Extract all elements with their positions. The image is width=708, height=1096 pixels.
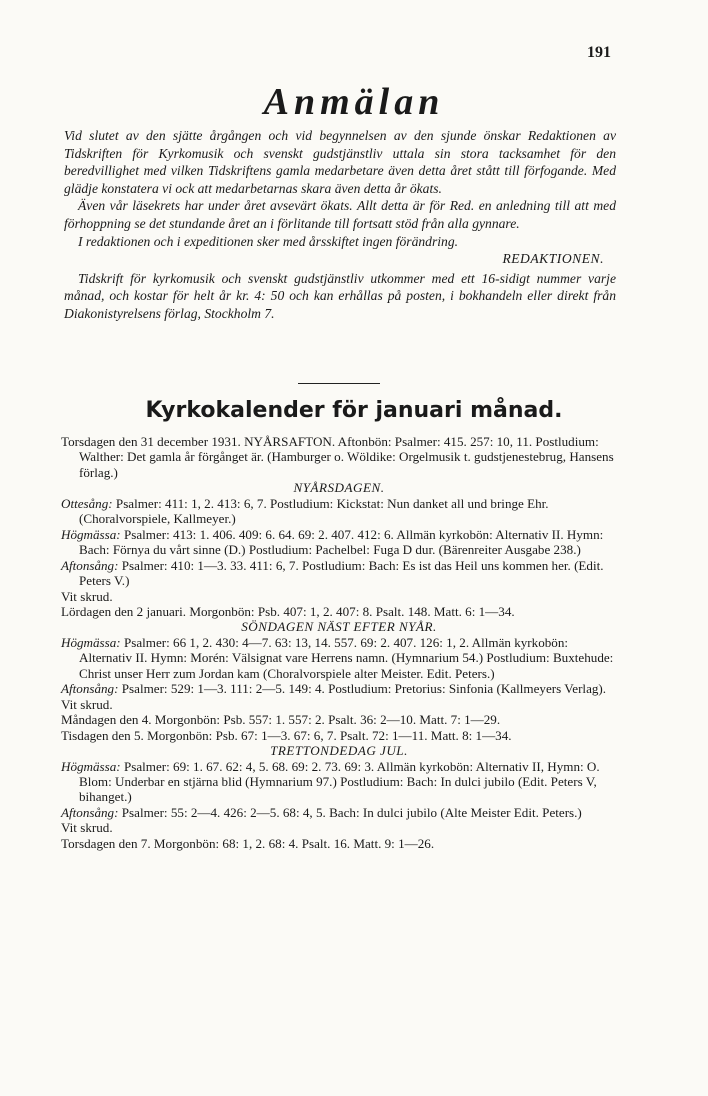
entry-text: Psalmer: 55: 2—4. 426: 2—5. 68: 4, 5. Bach: In dulci jubilo (Alte Meister Edit. Peters.) bbox=[121, 804, 582, 820]
calendar-entry bbox=[61, 759, 617, 805]
notice-title: Anmälan bbox=[263, 81, 445, 123]
calendar-title: Kyrkokalender för januari månad. bbox=[145, 398, 563, 423]
entry-text: Psalmer: 69: 1. 67. 62: 4, 5. 68. 69: 2. 73. 69: 3. Allmän kyrkobön: Alternativ II, Hymn: O. Blom: Underbar en stjärna blid (Hymnarium 97.) Postludium: Bach: In dulci jubilo (Edit. Peters V, bihanget.) bbox=[79, 758, 600, 805]
page-number: 191 bbox=[587, 44, 611, 61]
entry-text: Lördagen den 2 januari. Morgonbön: Psb. 407: 1, 2. 407: 8. Psalt. 148. Matt. 6: 1—34. bbox=[61, 603, 515, 619]
service-label: Aftonsång: bbox=[61, 681, 119, 697]
subscription-info: Tidskrift för kyrkomusik och svenskt gudstjänstliv utkommer med ett 16-sidigt nummer varje månad, och kostar för helt år kr. 4: 50 och kan erhållas på posten, i bokhandeln eller direkt från Diakonistyrelsens förlag, Stockholm 7. bbox=[64, 270, 616, 321]
notice-paragraph: Även vår läsekrets har under året avsevärt ökats. Allt detta är för Red. en anledning till att med förhoppning se det stundande året an i förlitande till fortsatt stöd från alla gynnare. bbox=[64, 198, 616, 231]
calendar-heading: NYÅRSDAGEN. bbox=[293, 480, 385, 496]
notice-body bbox=[64, 127, 616, 323]
section-divider bbox=[298, 383, 380, 384]
calendar-entry bbox=[61, 697, 617, 712]
service-label: Ottesång: bbox=[61, 495, 113, 511]
entry-text: Psalmer: 529: 1—3. 111: 2—5. 149: 4. Postludium: Pretorius: Sinfonia (Kallmeyers Verlag). bbox=[121, 681, 607, 697]
entry-text: Måndagen den 4. Morgonbön: Psb. 557: 1. 557: 2. Psalt. 36: 2—10. Matt. 7: 1—29. bbox=[61, 712, 501, 728]
calendar-entry bbox=[61, 681, 617, 696]
service-label: Aftonsång: bbox=[61, 557, 119, 573]
notice-signature: REDAKTIONEN. bbox=[502, 251, 604, 267]
calendar-entry bbox=[61, 604, 617, 619]
notice-paragraph: Vid slutet av den sjätte årgången och vid begynnelsen av den sjunde önskar Redaktionen av Tidskriften för Kyrkomusik och svenskt gudstjänstliv uttala sin stora tacksamhet för den beredvillighet med vilken Tidskriftens gamla medarbetare även detta året stått till förfogande. Med glädje konstatera vi ock att medarbetarnas skara även detta år ökats. bbox=[64, 128, 616, 196]
calendar-entry bbox=[61, 728, 617, 743]
entry-text: Psalmer: 413: 1. 406. 409: 6. 64. 69: 2. 407. 412: 6. Allmän kyrkobön: Alternativ II. Hymn: Bach: Förnya du vårt sinne (D.) Postludium: Pachelbel: Fuga D dur. (Bärenreiter Ausgabe 238.) bbox=[79, 526, 604, 558]
calendar-entry bbox=[61, 805, 617, 820]
service-label: Högmässa: bbox=[61, 634, 121, 650]
entry-text: Torsdagen den 31 december 1931. NYÅRSAFTON. Aftonbön: Psalmer: 415. 257: 10, 11. Postludium: Walther: Det gamla år förgånget är. (Hamburger o. Wöldike: Orgelmusik t. gudstjenestebrug, Hansens förlag.) bbox=[61, 434, 614, 480]
entry-text: Torsdagen den 7. Morgonbön: 68: 1, 2. 68: 4. Psalt. 16. Matt. 9: 1—26. bbox=[61, 835, 435, 851]
calendar-entry bbox=[61, 820, 617, 835]
calendar-heading: TRETTONDEDAG JUL. bbox=[270, 743, 408, 759]
entry-text: Vit skrud. bbox=[61, 588, 113, 604]
calendar-heading: SÖNDAGEN NÄST EFTER NYÅR. bbox=[241, 619, 437, 635]
calendar-entry bbox=[61, 496, 617, 527]
entry-text: Psalmer: 411: 1, 2. 413: 6, 7. Postludium: Kickstat: Nun danket all und bringe Ehr. (Choralvorspiele, Kallmeyer.) bbox=[79, 495, 549, 527]
calendar-entry bbox=[61, 558, 617, 589]
notice-paragraph: I redaktionen och i expeditionen sker med årsskiftet ingen förändring. bbox=[78, 233, 459, 249]
entry-text: Vit skrud. bbox=[61, 820, 113, 836]
calendar-entry bbox=[61, 589, 617, 604]
entry-text: Psalmer: 66 1, 2. 430: 4—7. 63: 13, 14. 557. 69: 2. 407. 126: 1, 2. Allmän kyrkobön: Alternativ II. Hymn: Morén: Välsignat vare Herrens namn. (Hymnarium 54.) Postludium: Buxtehude: Christ unser Herr zum Jordan kam (Choralvorspiele alter Meister. Edit. Peters.) bbox=[79, 634, 614, 681]
service-label: Aftonsång: bbox=[61, 804, 119, 820]
calendar-entry bbox=[61, 712, 617, 727]
calendar-entry bbox=[61, 836, 617, 851]
calendar-entry bbox=[61, 527, 617, 558]
calendar-entry bbox=[61, 434, 617, 480]
entry-text: Tisdagen den 5. Morgonbön: Psb. 67: 1—3. 67: 6, 7. Psalt. 72: 1—11. Matt. 8: 1—34. bbox=[61, 727, 512, 743]
entry-text: Vit skrud. bbox=[61, 696, 113, 712]
service-label: Högmässa: bbox=[61, 758, 121, 774]
calendar-list bbox=[61, 434, 617, 851]
service-label: Högmässa: bbox=[61, 526, 121, 542]
calendar-entry bbox=[61, 635, 617, 681]
entry-text: Psalmer: 410: 1—3. 33. 411: 6, 7. Postludium: Bach: Es ist das Heil uns kommen her. (Edit. Peters V.) bbox=[79, 557, 604, 589]
